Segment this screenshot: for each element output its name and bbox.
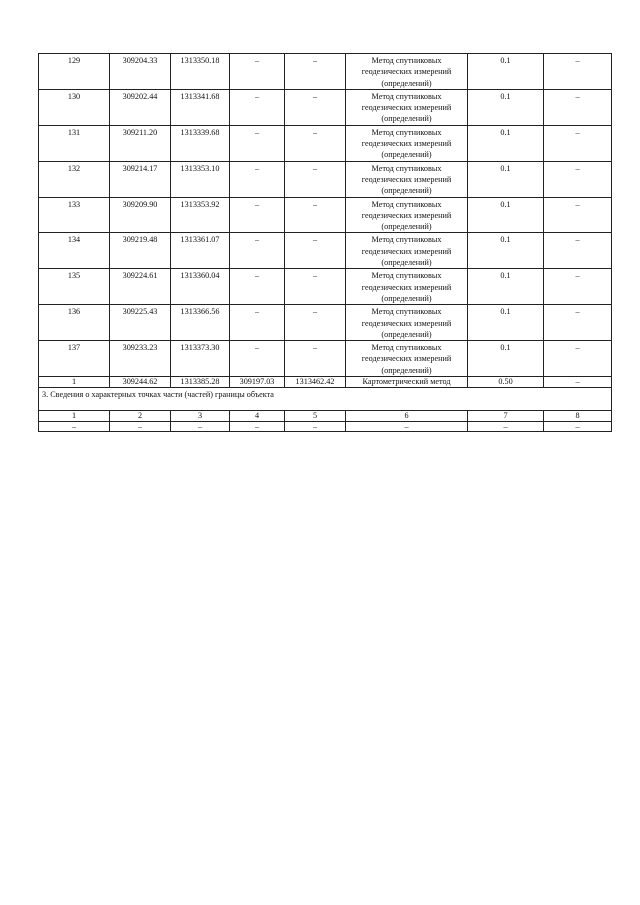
- y2-coordinate-cell: –: [285, 54, 346, 90]
- point-number-cell: 1: [39, 377, 110, 388]
- accuracy-cell: 0.1: [468, 269, 544, 305]
- x2-coordinate-cell: –: [230, 233, 285, 269]
- note-cell: –: [544, 161, 612, 197]
- method-cell: Метод спутниковых геодезических измерений (определений): [346, 341, 468, 377]
- accuracy-cell: 0.1: [468, 161, 544, 197]
- section-3-header-cell: 3: [171, 411, 230, 422]
- y-coordinate-cell: 1313385.28: [171, 377, 230, 388]
- y2-coordinate-cell: –: [285, 233, 346, 269]
- y2-coordinate-cell: –: [285, 161, 346, 197]
- y-coordinate-cell: 1313341.68: [171, 89, 230, 125]
- section-3-header-cell: 7: [468, 411, 544, 422]
- note-cell: –: [544, 305, 612, 341]
- y-coordinate-cell: 1313353.10: [171, 161, 230, 197]
- point-number-cell: 129: [39, 54, 110, 90]
- point-number-cell: 135: [39, 269, 110, 305]
- note-cell: –: [544, 377, 612, 388]
- section-3-empty-cell: –: [110, 422, 171, 432]
- y2-coordinate-cell: –: [285, 125, 346, 161]
- accuracy-cell: 0.1: [468, 341, 544, 377]
- method-cell: Метод спутниковых геодезических измерений (определений): [346, 305, 468, 341]
- table-row: [39, 89, 612, 125]
- method-cell: Метод спутниковых геодезических измерений (определений): [346, 89, 468, 125]
- section-3-empty-cell: –: [346, 422, 468, 432]
- x2-coordinate-cell: –: [230, 269, 285, 305]
- accuracy-cell: 0.1: [468, 305, 544, 341]
- y2-coordinate-cell: 1313462.42: [285, 377, 346, 388]
- coordinates-table: [38, 53, 612, 432]
- x2-coordinate-cell: 309197.03: [230, 377, 285, 388]
- x-coordinate-cell: 309214.17: [110, 161, 171, 197]
- method-cell: Картометрический метод: [346, 377, 468, 388]
- point-number-cell: 137: [39, 341, 110, 377]
- y2-coordinate-cell: –: [285, 89, 346, 125]
- y2-coordinate-cell: –: [285, 305, 346, 341]
- point-number-cell: 136: [39, 305, 110, 341]
- point-number-cell: 134: [39, 233, 110, 269]
- y-coordinate-cell: 1313360.04: [171, 269, 230, 305]
- method-cell: Метод спутниковых геодезических измерений (определений): [346, 269, 468, 305]
- table-row: [39, 305, 612, 341]
- x-coordinate-cell: 309244.62: [110, 377, 171, 388]
- y-coordinate-cell: 1313353.92: [171, 197, 230, 233]
- x2-coordinate-cell: –: [230, 54, 285, 90]
- x-coordinate-cell: 309225.43: [110, 305, 171, 341]
- section-3-title-row: [39, 388, 612, 411]
- section-3-empty-cell: –: [39, 422, 110, 432]
- accuracy-cell: 0.1: [468, 54, 544, 90]
- point-number-cell: 133: [39, 197, 110, 233]
- y-coordinate-cell: 1313366.56: [171, 305, 230, 341]
- table-row: [39, 161, 612, 197]
- accuracy-cell: 0.1: [468, 197, 544, 233]
- y-coordinate-cell: 1313350.18: [171, 54, 230, 90]
- accuracy-cell: 0.1: [468, 89, 544, 125]
- x2-coordinate-cell: –: [230, 341, 285, 377]
- point-number-cell: 131: [39, 125, 110, 161]
- section-3-title: 3. Сведения о характерных точках части (частей) границы объекта: [39, 388, 612, 411]
- x2-coordinate-cell: –: [230, 305, 285, 341]
- section-3-empty-cell: –: [468, 422, 544, 432]
- section-3-header-cell: 2: [110, 411, 171, 422]
- x-coordinate-cell: 309204.33: [110, 54, 171, 90]
- section-3-header-cell: 5: [285, 411, 346, 422]
- x-coordinate-cell: 309202.44: [110, 89, 171, 125]
- section-3-empty-cell: –: [544, 422, 612, 432]
- x-coordinate-cell: 309224.61: [110, 269, 171, 305]
- note-cell: –: [544, 125, 612, 161]
- x-coordinate-cell: 309233.23: [110, 341, 171, 377]
- method-cell: Метод спутниковых геодезических измерений (определений): [346, 161, 468, 197]
- method-cell: Метод спутниковых геодезических измерений (определений): [346, 125, 468, 161]
- section-3-header-cell: 1: [39, 411, 110, 422]
- method-cell: Метод спутниковых геодезических измерений (определений): [346, 197, 468, 233]
- x2-coordinate-cell: –: [230, 161, 285, 197]
- section-3-empty-cell: –: [285, 422, 346, 432]
- x2-coordinate-cell: –: [230, 89, 285, 125]
- method-cell: Метод спутниковых геодезических измерений (определений): [346, 233, 468, 269]
- section-3-empty-cell: –: [171, 422, 230, 432]
- table-row: [39, 341, 612, 377]
- table-row: [39, 377, 612, 388]
- document-page: [38, 53, 611, 432]
- method-cell: Метод спутниковых геодезических измерений (определений): [346, 54, 468, 90]
- x-coordinate-cell: 309209.90: [110, 197, 171, 233]
- accuracy-cell: 0.1: [468, 125, 544, 161]
- section-3-header-cell: 8: [544, 411, 612, 422]
- x-coordinate-cell: 309219.48: [110, 233, 171, 269]
- table-row: [39, 125, 612, 161]
- x2-coordinate-cell: –: [230, 197, 285, 233]
- y2-coordinate-cell: –: [285, 341, 346, 377]
- table-row: [39, 54, 612, 90]
- y2-coordinate-cell: –: [285, 269, 346, 305]
- point-rows: [39, 54, 612, 388]
- note-cell: –: [544, 89, 612, 125]
- point-number-cell: 132: [39, 161, 110, 197]
- accuracy-cell: 0.1: [468, 233, 544, 269]
- note-cell: –: [544, 54, 612, 90]
- x-coordinate-cell: 309211.20: [110, 125, 171, 161]
- section-3-empty-row: [39, 422, 612, 432]
- note-cell: –: [544, 341, 612, 377]
- note-cell: –: [544, 269, 612, 305]
- section-3-header-row: [39, 411, 612, 422]
- note-cell: –: [544, 233, 612, 269]
- x2-coordinate-cell: –: [230, 125, 285, 161]
- y-coordinate-cell: 1313361.07: [171, 233, 230, 269]
- note-cell: –: [544, 197, 612, 233]
- y-coordinate-cell: 1313373.30: [171, 341, 230, 377]
- section-3-header-cell: 6: [346, 411, 468, 422]
- section-3-header-cell: 4: [230, 411, 285, 422]
- point-number-cell: 130: [39, 89, 110, 125]
- section-3-empty-cell: –: [230, 422, 285, 432]
- table-row: [39, 269, 612, 305]
- y-coordinate-cell: 1313339.68: [171, 125, 230, 161]
- table-row: [39, 197, 612, 233]
- accuracy-cell: 0.50: [468, 377, 544, 388]
- table-row: [39, 233, 612, 269]
- y2-coordinate-cell: –: [285, 197, 346, 233]
